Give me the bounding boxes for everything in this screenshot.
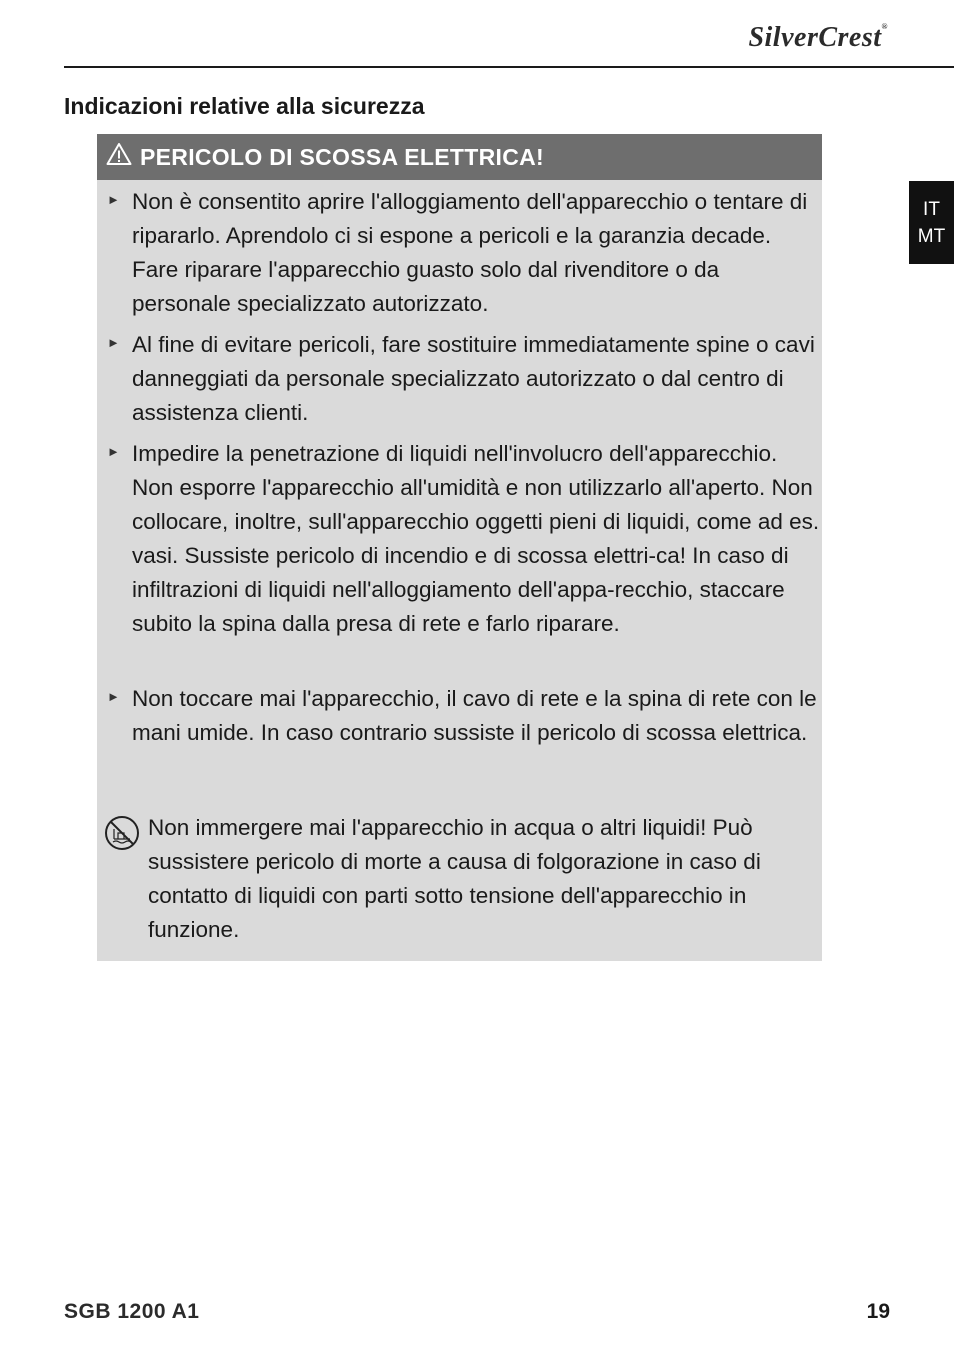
- bullet-arrow-icon: ►: [107, 689, 120, 704]
- bullet-arrow-icon: ►: [107, 192, 120, 207]
- brand-logo: SilverCrest®: [748, 22, 888, 53]
- model-number: SGB 1200 A1: [64, 1300, 200, 1323]
- lang-code-it: IT: [923, 198, 940, 220]
- bullet-arrow-icon: ►: [107, 444, 120, 459]
- warning-title: PERICOLO DI SCOSSA ELETTRICA!: [140, 143, 544, 170]
- bullet-arrow-icon: ►: [107, 335, 120, 350]
- page-number: 19: [866, 1300, 890, 1323]
- no-immersion-icon: [104, 815, 140, 856]
- section-title: Indicazioni relative alla sicurezza: [64, 93, 425, 119]
- header-divider: [64, 66, 954, 68]
- warning-box: [97, 134, 822, 961]
- list-item-text: Al fine di evitare pericoli, fare sostituire immediatamente spine o cavi danneggiati da personale specializzato autorizzato o dal centro di assistenza clienti.: [132, 332, 815, 425]
- warning-header: [97, 134, 822, 180]
- note-text: Non immergere mai l'apparecchio in acqua o altri liquidi! Può sussistere pericolo di morte a causa di folgorazione in caso di contatto di liquidi con parti sotto tensione dell'apparecchio in funzione.: [148, 815, 761, 942]
- list-item-text: Non toccare mai l'apparecchio, il cavo di rete e la spina di rete con le mani umide. In caso contrario sussiste il pericolo di scossa elettrica.: [132, 686, 817, 745]
- warning-triangle-icon: [106, 142, 140, 172]
- lang-code-mt: MT: [917, 225, 946, 247]
- language-tab: [909, 181, 954, 264]
- list-item-text: Impedire la penetrazione di liquidi nell'involucro dell'apparecchio. Non esporre l'apparecchio all'umidità e non utilizzarlo all'aperto. Non collocare, inoltre, sull'apparecchio oggetti pieni di liquidi, come ad es. vasi. Sussiste pericolo di incendio e di scossa elettri-ca! In caso di infiltrazioni di liquidi nell'alloggiamento dell'appa-recchio, staccare subito la spina dalla presa di rete e farlo riparare.: [132, 441, 820, 636]
- list-item-text: Non è consentito aprire l'alloggiamento dell'apparecchio o tentare di ripararlo. Aprendolo ci si espone a pericoli e la garanzia decade. Fare riparare l'apparecchio guasto solo dal rivenditore o da personale specializzato autorizzato.: [132, 189, 808, 316]
